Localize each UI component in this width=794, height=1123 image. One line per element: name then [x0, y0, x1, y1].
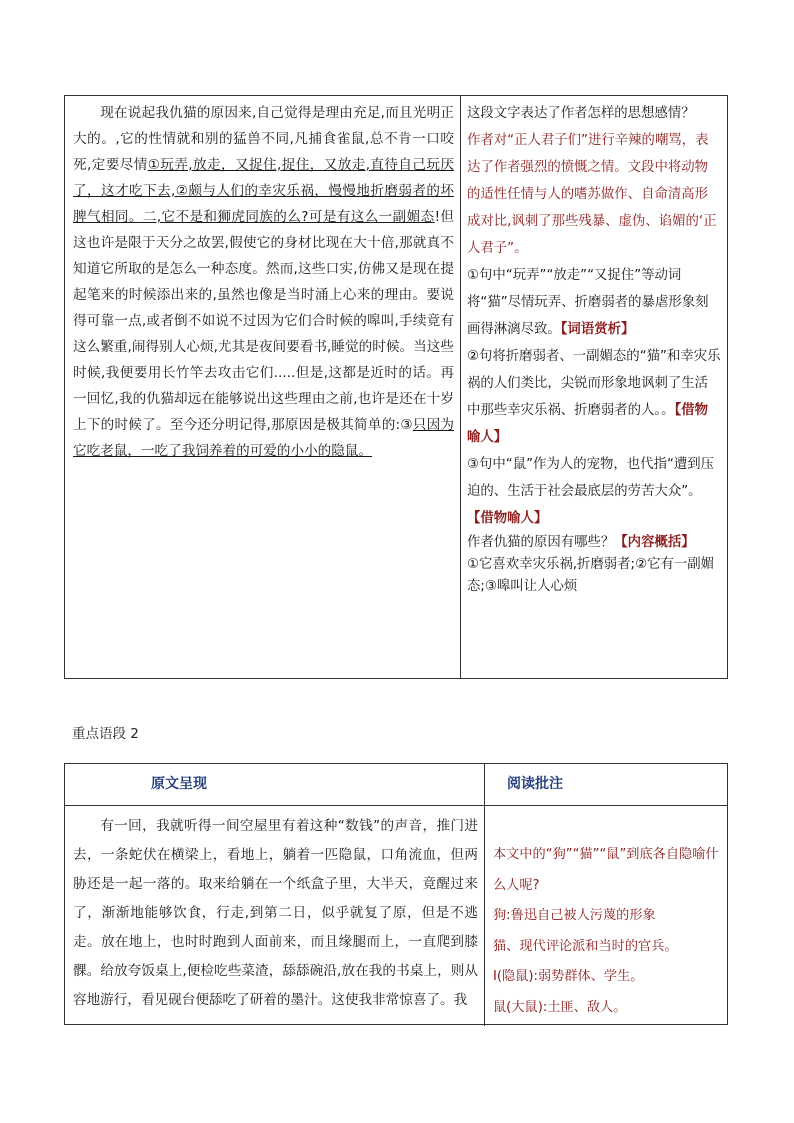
question-1: 这段文字表达了作者怎样的思想感情？	[467, 106, 695, 121]
note-3	[467, 451, 721, 532]
note-tag: 【借物喻人】	[467, 511, 548, 526]
section-title: 重点语段 2	[72, 726, 139, 742]
underlined-segment: ①玩弄,放走，又捉住,捉住，又放走,直待自己玩厌了，这才吃下去,②颇与人们的幸灾乐祸，慢慢地折磨弱者的坏脾气相同。二,它不是和狮虎同族的么?可是有这么一副媚态	[73, 157, 454, 225]
annotation-line: I(隐鼠):弱势群体、学生。	[493, 969, 644, 984]
header-annotation: 阅读批注	[507, 776, 563, 792]
note-text: ①句中“玩弄”“放走”“又捉住”等动词将“猫”尽情玩弄、折磨弱者的暴虐形象刻画得淋漓尽致。	[467, 268, 709, 337]
answer-2: ①它喜欢幸灾乐祸,折磨弱者;②它有一副媚态;③嗥叫让人心烦	[467, 557, 715, 594]
note-2	[467, 343, 721, 451]
question-2	[467, 532, 721, 554]
answer-1: 作者对“正人君子们”进行辛辣的嘲骂，表达了作者强烈的愤慨之情。文段中将动物的适性任情与人的嗜苏做作、自命清高形成对比,讽刺了那些残暴、虚伪、谄媚的‘正人君子”。	[467, 133, 717, 256]
annotation-line: 猫、现代评论派和当时的官兵。	[493, 938, 678, 954]
original-text-cell	[65, 96, 461, 678]
original-text-cell	[65, 806, 485, 1026]
question-text: 作者仇猫的原因有哪些？	[467, 535, 615, 550]
table-header	[65, 764, 727, 806]
note-1	[467, 262, 721, 343]
annotation-table-1	[64, 95, 728, 679]
annotation-cell	[461, 96, 727, 678]
original-text-paragraph	[73, 100, 454, 464]
text-segment: 现在说起我仇猫的原因来,自己觉得是理由充足,而且光明正大的。,它的性情就和别的猛兽不同,凡捕食雀鼠,总不肯一口咬死,定要尽情	[73, 105, 454, 173]
note-text: ②句将折磨弱者、一副媚态的“猫”和幸灾乐祸的人们类比，尖锐而形象地讽刺了生活中那些幸灾乐祸、折磨弱者的人。。	[467, 349, 721, 418]
note-tag: 【借物喻人】	[467, 403, 709, 445]
annotation-line: 本文中的“狗”“猫”“鼠”到底各自隐喻什么人呢?	[493, 847, 719, 893]
annotation-line: 鼠(大鼠):土匪、敌人。	[493, 999, 627, 1015]
annotation-table-2	[64, 763, 728, 1025]
header-original-text: 原文呈现	[65, 764, 485, 805]
text-segment: !但这也许是限于天分之故罢,假使它的身材比现在大十倍,那就真不知道它所取的是怎么一种态度。然而,这些口实,仿佛又是现在提起笔来的时候添出来的,虽然也像是当时涌上心来的理由。要说得可靠一点,或者倒不如说不过因为它们合时候的嗥叫,手续竟有这么繁重,闹得别人心烦,尤其是夜间要看书,睡觉的时候。当这些时候,我便要用长竹竿去攻击它们.....但是,这都是近时的话。再一回忆,我的仇猫却远在能够说出这些理由之前,也许是还在十岁上下的时候了。至今还分明记得,那原因是极其简单的:③	[73, 209, 454, 433]
underlined-segment: 只因为它吃老鼠，一吃了我饲养着的可爱的小小的隐鼠。	[73, 417, 454, 459]
original-text-paragraph: 有一回，我就听得一间空屋里有着这种“数钱”的声音，推门进去，一条蛇伏在横梁上，看地上，躺着一匹隐鼠，口角流血，但两胁还是一起一落的。取来给躺在一个纸盒子里，大半天，竟醒过来了，渐渐地能够饮食，行走,到第二日，似乎就复了原，但是不逃走。放在地上，也时时跑到人面前来，而且缘腿而上，一直爬到膝髁。给放夸饭桌上,便检吃些菜渣，舔舔碗沿,放在我的书桌上，则从容地游行，看见砚台便舔吃了研着的墨汁。这使我非常惊喜了。我	[73, 818, 478, 1008]
note-tag: 【词语赏析】	[560, 322, 635, 337]
annotation-cell	[485, 806, 727, 1026]
table-body	[65, 806, 727, 1026]
annotation-line: 狗:鲁迅自己被人污蔑的形象	[493, 908, 656, 923]
note-text: ③句中“鼠”作为人的宠物，也代指“遭到压迫的、生活于社会最底层的劳苦大众”。	[467, 457, 715, 499]
question-tag: 【内容概括】	[614, 535, 695, 550]
